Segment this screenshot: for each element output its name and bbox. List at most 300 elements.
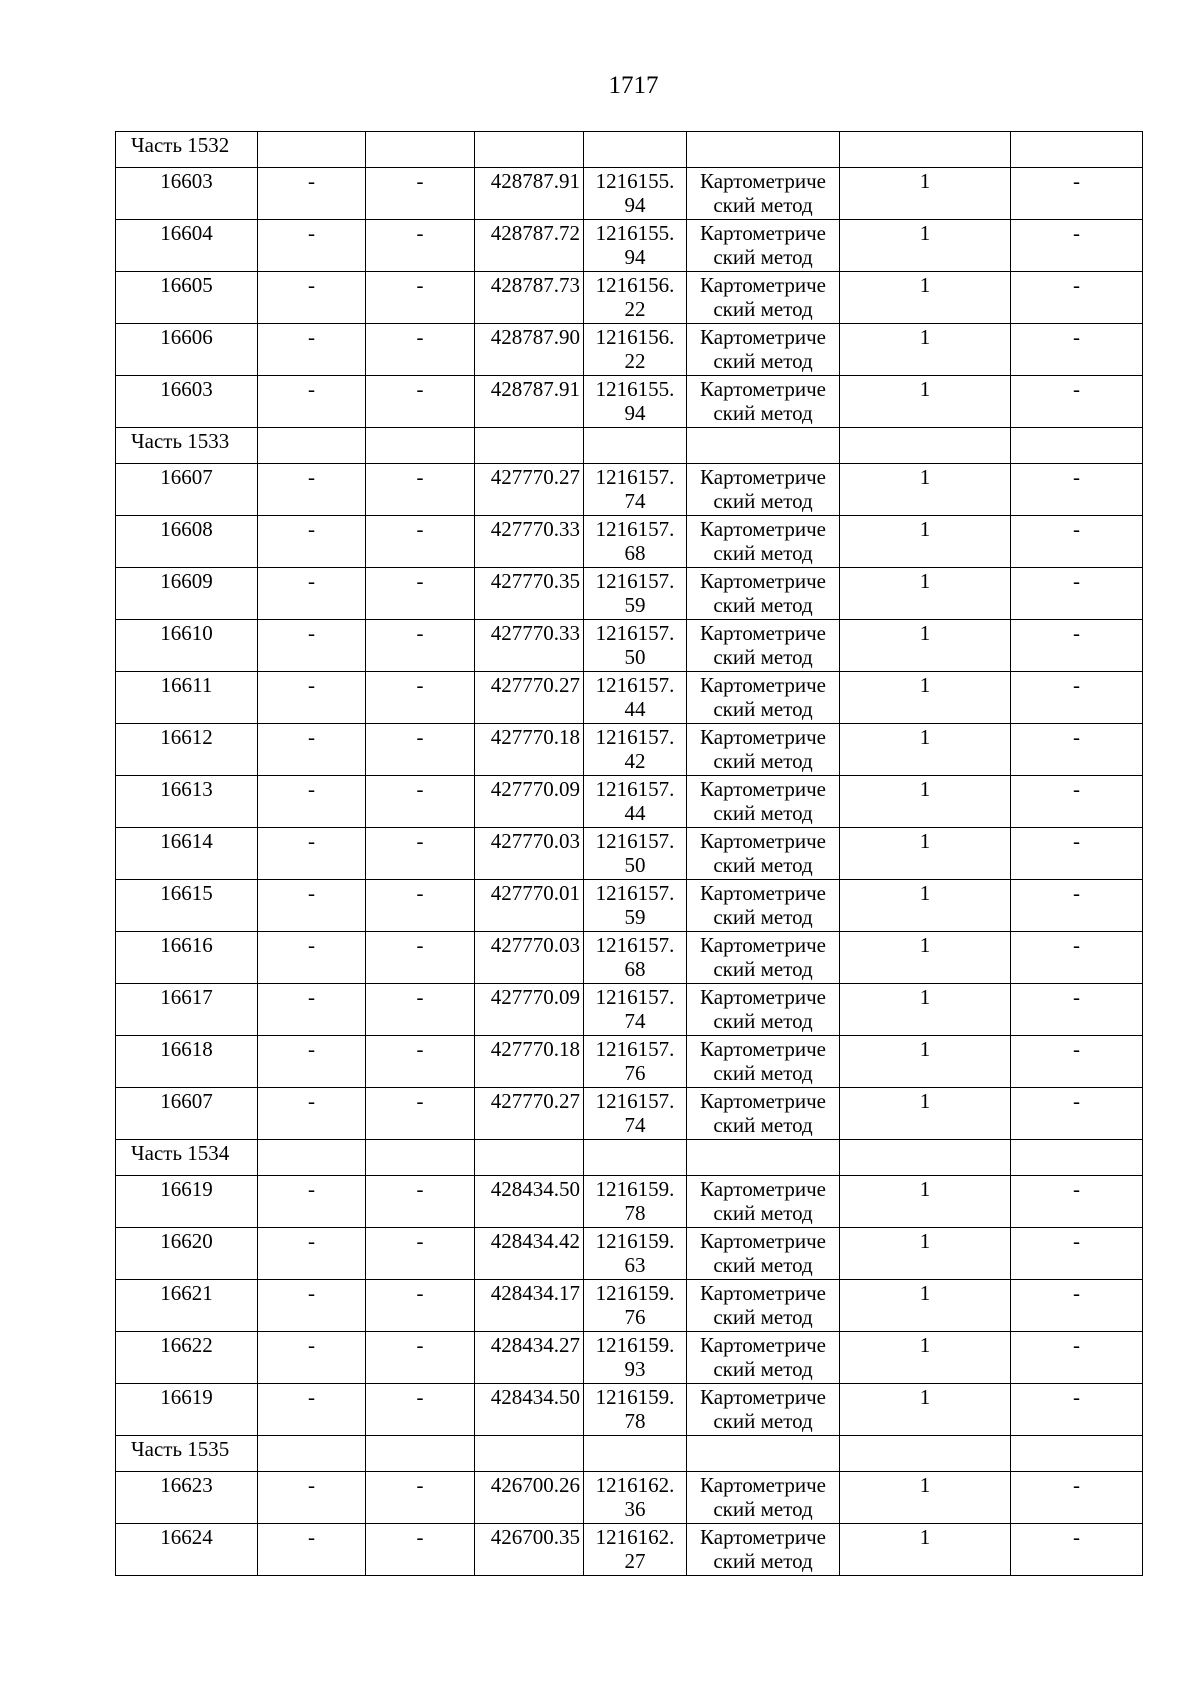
x-coordinate-cell: 428787.72 — [475, 220, 584, 272]
y-coordinate-part: 1216159. — [595, 1229, 675, 1253]
method-text-line: ский метод — [713, 193, 813, 217]
accuracy-cell: 1 — [840, 324, 1011, 376]
method-text-line: Картометриче — [700, 1089, 826, 1113]
note-cell: - — [1011, 776, 1143, 828]
dash-cell: - — [366, 1228, 475, 1280]
method-cell — [687, 620, 840, 672]
y-coordinate-cell — [584, 568, 687, 620]
table-row — [116, 516, 1143, 568]
y-coordinate-cell — [584, 724, 687, 776]
empty-cell — [366, 1140, 475, 1176]
point-number-cell: 16617 — [116, 984, 258, 1036]
part-header-row — [116, 1436, 1143, 1472]
note-cell: - — [1011, 932, 1143, 984]
y-coordinate-cell — [584, 464, 687, 516]
note-cell: - — [1011, 1280, 1143, 1332]
method-text-line: Картометриче — [700, 1385, 826, 1409]
dash-cell: - — [258, 1036, 366, 1088]
table-row — [116, 932, 1143, 984]
method-cell — [687, 272, 840, 324]
accuracy-cell: 1 — [840, 984, 1011, 1036]
y-coordinate-cell — [584, 932, 687, 984]
note-cell: - — [1011, 168, 1143, 220]
y-coordinate-part: 1216157. — [595, 673, 675, 697]
method-cell — [687, 1472, 840, 1524]
method-text-line: Картометриче — [700, 725, 826, 749]
y-coordinate-part: 22 — [624, 349, 646, 373]
dash-cell: - — [366, 672, 475, 724]
y-coordinate-part: 50 — [624, 853, 646, 877]
part-header-row — [116, 132, 1143, 168]
method-text-line: ский метод — [713, 349, 813, 373]
method-cell — [687, 376, 840, 428]
note-cell: - — [1011, 1088, 1143, 1140]
y-coordinate-part: 1216157. — [595, 1089, 675, 1113]
y-coordinate-cell — [584, 1472, 687, 1524]
accuracy-cell: 1 — [840, 464, 1011, 516]
y-coordinate-part: 1216157. — [595, 725, 675, 749]
note-cell: - — [1011, 464, 1143, 516]
method-text-line: Картометриче — [700, 1281, 826, 1305]
y-coordinate-part: 44 — [624, 697, 646, 721]
part-label: Часть 1534 — [116, 1140, 258, 1176]
table-row — [116, 672, 1143, 724]
dash-cell: - — [258, 672, 366, 724]
dash-cell: - — [258, 324, 366, 376]
method-cell — [687, 1384, 840, 1436]
y-coordinate-cell — [584, 984, 687, 1036]
point-number-cell: 16619 — [116, 1384, 258, 1436]
method-cell — [687, 324, 840, 376]
y-coordinate-part: 59 — [624, 905, 646, 929]
y-coordinate-part: 68 — [624, 957, 646, 981]
x-coordinate-cell: 427770.03 — [475, 932, 584, 984]
y-coordinate-part: 1216159. — [595, 1385, 675, 1409]
accuracy-cell: 1 — [840, 724, 1011, 776]
x-coordinate-cell: 428434.50 — [475, 1384, 584, 1436]
note-cell: - — [1011, 880, 1143, 932]
dash-cell: - — [258, 776, 366, 828]
table-row — [116, 1524, 1143, 1576]
y-coordinate-part: 1216159. — [595, 1177, 675, 1201]
y-coordinate-part: 76 — [624, 1061, 646, 1085]
y-coordinate-part: 1216155. — [595, 377, 675, 401]
method-text-line: ский метод — [713, 645, 813, 669]
method-cell — [687, 1280, 840, 1332]
note-cell: - — [1011, 1036, 1143, 1088]
note-cell: - — [1011, 568, 1143, 620]
y-coordinate-part: 76 — [624, 1305, 646, 1329]
accuracy-cell: 1 — [840, 1332, 1011, 1384]
note-cell: - — [1011, 516, 1143, 568]
method-text-line: ский метод — [713, 1201, 813, 1225]
method-text-line: Картометриче — [700, 221, 826, 245]
dash-cell: - — [258, 984, 366, 1036]
y-coordinate-part: 42 — [624, 749, 646, 773]
coordinates-table — [115, 131, 1143, 1576]
point-number-cell: 16613 — [116, 776, 258, 828]
y-coordinate-part: 74 — [624, 489, 646, 513]
y-coordinate-part: 1216157. — [595, 985, 675, 1009]
method-text-line: Картометриче — [700, 621, 826, 645]
method-cell — [687, 828, 840, 880]
part-header-row — [116, 1140, 1143, 1176]
method-text-line: Картометриче — [700, 169, 826, 193]
x-coordinate-cell: 427770.27 — [475, 672, 584, 724]
y-coordinate-cell — [584, 272, 687, 324]
y-coordinate-cell — [584, 776, 687, 828]
dash-cell: - — [366, 516, 475, 568]
method-cell — [687, 1176, 840, 1228]
point-number-cell: 16611 — [116, 672, 258, 724]
method-text-line: ский метод — [713, 489, 813, 513]
dash-cell: - — [366, 376, 475, 428]
method-cell — [687, 724, 840, 776]
note-cell: - — [1011, 1228, 1143, 1280]
empty-cell — [475, 428, 584, 464]
x-coordinate-cell: 428787.73 — [475, 272, 584, 324]
table-row — [116, 464, 1143, 516]
part-header-row — [116, 428, 1143, 464]
method-text-line: ский метод — [713, 401, 813, 425]
point-number-cell: 16624 — [116, 1524, 258, 1576]
accuracy-cell: 1 — [840, 1036, 1011, 1088]
point-number-cell: 16603 — [116, 376, 258, 428]
accuracy-cell: 1 — [840, 272, 1011, 324]
empty-cell — [840, 132, 1011, 168]
y-coordinate-part: 1216162. — [595, 1525, 675, 1549]
empty-cell — [475, 1436, 584, 1472]
y-coordinate-cell — [584, 620, 687, 672]
note-cell: - — [1011, 672, 1143, 724]
dash-cell: - — [366, 464, 475, 516]
point-number-cell: 16618 — [116, 1036, 258, 1088]
y-coordinate-part: 1216157. — [595, 881, 675, 905]
empty-cell — [475, 132, 584, 168]
empty-cell — [584, 132, 687, 168]
empty-cell — [258, 1436, 366, 1472]
dash-cell: - — [366, 168, 475, 220]
y-coordinate-part: 1216157. — [595, 465, 675, 489]
accuracy-cell: 1 — [840, 1384, 1011, 1436]
y-coordinate-part: 50 — [624, 645, 646, 669]
x-coordinate-cell: 427770.18 — [475, 724, 584, 776]
note-cell: - — [1011, 1332, 1143, 1384]
y-coordinate-part: 1216157. — [595, 621, 675, 645]
y-coordinate-part: 1216157. — [595, 933, 675, 957]
method-text-line: Картометриче — [700, 1525, 826, 1549]
method-text-line: ский метод — [713, 1305, 813, 1329]
method-cell — [687, 984, 840, 1036]
y-coordinate-cell — [584, 1524, 687, 1576]
y-coordinate-part: 22 — [624, 297, 646, 321]
y-coordinate-part: 94 — [624, 245, 646, 269]
y-coordinate-part: 63 — [624, 1253, 646, 1277]
table-row — [116, 880, 1143, 932]
table-row — [116, 724, 1143, 776]
dash-cell: - — [258, 168, 366, 220]
accuracy-cell: 1 — [840, 1472, 1011, 1524]
table-row — [116, 1088, 1143, 1140]
note-cell: - — [1011, 984, 1143, 1036]
method-text-line: ский метод — [713, 697, 813, 721]
note-cell: - — [1011, 1384, 1143, 1436]
dash-cell: - — [258, 1384, 366, 1436]
method-text-line: Картометриче — [700, 777, 826, 801]
method-cell — [687, 880, 840, 932]
note-cell: - — [1011, 1176, 1143, 1228]
note-cell: - — [1011, 1472, 1143, 1524]
dash-cell: - — [258, 724, 366, 776]
method-text-line: ский метод — [713, 1497, 813, 1521]
method-text-line: ский метод — [713, 853, 813, 877]
method-cell — [687, 1036, 840, 1088]
method-text-line: ский метод — [713, 297, 813, 321]
method-cell — [687, 168, 840, 220]
y-coordinate-cell — [584, 324, 687, 376]
dash-cell: - — [366, 324, 475, 376]
x-coordinate-cell: 428434.50 — [475, 1176, 584, 1228]
y-coordinate-part: 1216162. — [595, 1473, 675, 1497]
note-cell: - — [1011, 828, 1143, 880]
table-row — [116, 568, 1143, 620]
accuracy-cell: 1 — [840, 168, 1011, 220]
y-coordinate-part: 1216157. — [595, 569, 675, 593]
dash-cell: - — [258, 1472, 366, 1524]
dash-cell: - — [258, 220, 366, 272]
empty-cell — [1011, 132, 1143, 168]
empty-cell — [258, 132, 366, 168]
x-coordinate-cell: 427770.35 — [475, 568, 584, 620]
note-cell: - — [1011, 272, 1143, 324]
table-row — [116, 1332, 1143, 1384]
accuracy-cell: 1 — [840, 1088, 1011, 1140]
method-cell — [687, 568, 840, 620]
empty-cell — [258, 428, 366, 464]
dash-cell: - — [366, 1472, 475, 1524]
point-number-cell: 16605 — [116, 272, 258, 324]
page-number: 1717 — [608, 72, 659, 99]
note-cell: - — [1011, 620, 1143, 672]
dash-cell: - — [366, 1332, 475, 1384]
y-coordinate-cell — [584, 880, 687, 932]
table-row — [116, 168, 1143, 220]
method-text-line: Картометриче — [700, 1229, 826, 1253]
x-coordinate-cell: 428787.91 — [475, 168, 584, 220]
x-coordinate-cell: 428434.42 — [475, 1228, 584, 1280]
accuracy-cell: 1 — [840, 516, 1011, 568]
y-coordinate-cell — [584, 1176, 687, 1228]
dash-cell: - — [366, 932, 475, 984]
method-cell — [687, 1332, 840, 1384]
table-row — [116, 1228, 1143, 1280]
dash-cell: - — [366, 776, 475, 828]
y-coordinate-cell — [584, 376, 687, 428]
empty-cell — [366, 1436, 475, 1472]
y-coordinate-part: 1216157. — [595, 517, 675, 541]
method-text-line: ский метод — [713, 1409, 813, 1433]
dash-cell: - — [366, 1036, 475, 1088]
dash-cell: - — [258, 932, 366, 984]
table-row — [116, 1384, 1143, 1436]
method-text-line: Картометриче — [700, 517, 826, 541]
table-row — [116, 324, 1143, 376]
accuracy-cell: 1 — [840, 1228, 1011, 1280]
empty-cell — [1011, 428, 1143, 464]
dash-cell: - — [366, 828, 475, 880]
method-text-line: ский метод — [713, 905, 813, 929]
x-coordinate-cell: 426700.35 — [475, 1524, 584, 1576]
empty-cell — [366, 132, 475, 168]
method-text-line: ский метод — [713, 1113, 813, 1137]
dash-cell: - — [258, 1280, 366, 1332]
x-coordinate-cell: 428434.17 — [475, 1280, 584, 1332]
point-number-cell: 16612 — [116, 724, 258, 776]
dash-cell: - — [258, 1088, 366, 1140]
x-coordinate-cell: 427770.09 — [475, 776, 584, 828]
method-cell — [687, 464, 840, 516]
x-coordinate-cell: 427770.27 — [475, 464, 584, 516]
method-text-line: ский метод — [713, 801, 813, 825]
point-number-cell: 16609 — [116, 568, 258, 620]
method-cell — [687, 1524, 840, 1576]
y-coordinate-cell — [584, 672, 687, 724]
method-text-line: ский метод — [713, 1253, 813, 1277]
y-coordinate-part: 1216159. — [595, 1281, 675, 1305]
empty-cell — [1011, 1436, 1143, 1472]
empty-cell — [475, 1140, 584, 1176]
table-row — [116, 620, 1143, 672]
method-text-line: Картометриче — [700, 569, 826, 593]
x-coordinate-cell: 427770.01 — [475, 880, 584, 932]
dash-cell: - — [366, 1384, 475, 1436]
part-label: Часть 1533 — [116, 428, 258, 464]
x-coordinate-cell: 427770.09 — [475, 984, 584, 1036]
method-cell — [687, 672, 840, 724]
method-text-line: Картометриче — [700, 881, 826, 905]
y-coordinate-cell — [584, 220, 687, 272]
y-coordinate-part: 1216159. — [595, 1333, 675, 1357]
y-coordinate-part: 59 — [624, 593, 646, 617]
dash-cell: - — [258, 1176, 366, 1228]
dash-cell: - — [258, 272, 366, 324]
y-coordinate-part: 93 — [624, 1357, 646, 1381]
point-number-cell: 16604 — [116, 220, 258, 272]
point-number-cell: 16610 — [116, 620, 258, 672]
point-number-cell: 16622 — [116, 1332, 258, 1384]
y-coordinate-part: 78 — [624, 1201, 646, 1225]
dash-cell: - — [366, 724, 475, 776]
part-label: Часть 1535 — [116, 1436, 258, 1472]
y-coordinate-part: 44 — [624, 801, 646, 825]
y-coordinate-part: 1216157. — [595, 829, 675, 853]
table-row — [116, 272, 1143, 324]
empty-cell — [687, 132, 840, 168]
point-number-cell: 16621 — [116, 1280, 258, 1332]
accuracy-cell: 1 — [840, 1524, 1011, 1576]
y-coordinate-part: 1216156. — [595, 273, 675, 297]
x-coordinate-cell: 427770.33 — [475, 620, 584, 672]
method-text-line: ский метод — [713, 957, 813, 981]
y-coordinate-part: 1216157. — [595, 777, 675, 801]
dash-cell: - — [366, 568, 475, 620]
accuracy-cell: 1 — [840, 1280, 1011, 1332]
empty-cell — [687, 1140, 840, 1176]
table-row — [116, 1176, 1143, 1228]
y-coordinate-cell — [584, 1088, 687, 1140]
method-text-line: ский метод — [713, 1009, 813, 1033]
dash-cell: - — [258, 828, 366, 880]
empty-cell — [584, 428, 687, 464]
point-number-cell: 16623 — [116, 1472, 258, 1524]
empty-cell — [584, 1436, 687, 1472]
x-coordinate-cell: 428787.90 — [475, 324, 584, 376]
accuracy-cell: 1 — [840, 220, 1011, 272]
empty-cell — [584, 1140, 687, 1176]
method-text-line: ский метод — [713, 245, 813, 269]
dash-cell: - — [258, 568, 366, 620]
dash-cell: - — [258, 464, 366, 516]
accuracy-cell: 1 — [840, 1176, 1011, 1228]
dash-cell: - — [366, 620, 475, 672]
accuracy-cell: 1 — [840, 672, 1011, 724]
method-cell — [687, 516, 840, 568]
method-text-line: Картометриче — [700, 377, 826, 401]
empty-cell — [840, 1436, 1011, 1472]
y-coordinate-cell — [584, 1384, 687, 1436]
method-text-line: Картометриче — [700, 1177, 826, 1201]
method-cell — [687, 776, 840, 828]
y-coordinate-part: 78 — [624, 1409, 646, 1433]
method-text-line: ский метод — [713, 593, 813, 617]
x-coordinate-cell: 426700.26 — [475, 1472, 584, 1524]
dash-cell: - — [366, 220, 475, 272]
dash-cell: - — [258, 1332, 366, 1384]
x-coordinate-cell: 428787.91 — [475, 376, 584, 428]
y-coordinate-part: 94 — [624, 401, 646, 425]
dash-cell: - — [366, 1280, 475, 1332]
method-text-line: ский метод — [713, 749, 813, 773]
table-row — [116, 776, 1143, 828]
method-text-line: Картометриче — [700, 465, 826, 489]
accuracy-cell: 1 — [840, 932, 1011, 984]
point-number-cell: 16614 — [116, 828, 258, 880]
method-text-line: ский метод — [713, 1061, 813, 1085]
method-text-line: ский метод — [713, 541, 813, 565]
method-text-line: Картометриче — [700, 1037, 826, 1061]
y-coordinate-cell — [584, 1036, 687, 1088]
note-cell: - — [1011, 376, 1143, 428]
method-text-line: Картометриче — [700, 1333, 826, 1357]
y-coordinate-cell — [584, 168, 687, 220]
x-coordinate-cell: 427770.27 — [475, 1088, 584, 1140]
y-coordinate-part: 1216155. — [595, 169, 675, 193]
accuracy-cell: 1 — [840, 376, 1011, 428]
method-text-line: Картометриче — [700, 273, 826, 297]
table-row — [116, 376, 1143, 428]
method-text-line: Картометриче — [700, 673, 826, 697]
dash-cell: - — [366, 984, 475, 1036]
empty-cell — [687, 1436, 840, 1472]
table-row — [116, 828, 1143, 880]
dash-cell: - — [366, 272, 475, 324]
table-row — [116, 220, 1143, 272]
y-coordinate-cell — [584, 828, 687, 880]
y-coordinate-cell — [584, 1280, 687, 1332]
empty-cell — [840, 428, 1011, 464]
note-cell: - — [1011, 1524, 1143, 1576]
accuracy-cell: 1 — [840, 880, 1011, 932]
